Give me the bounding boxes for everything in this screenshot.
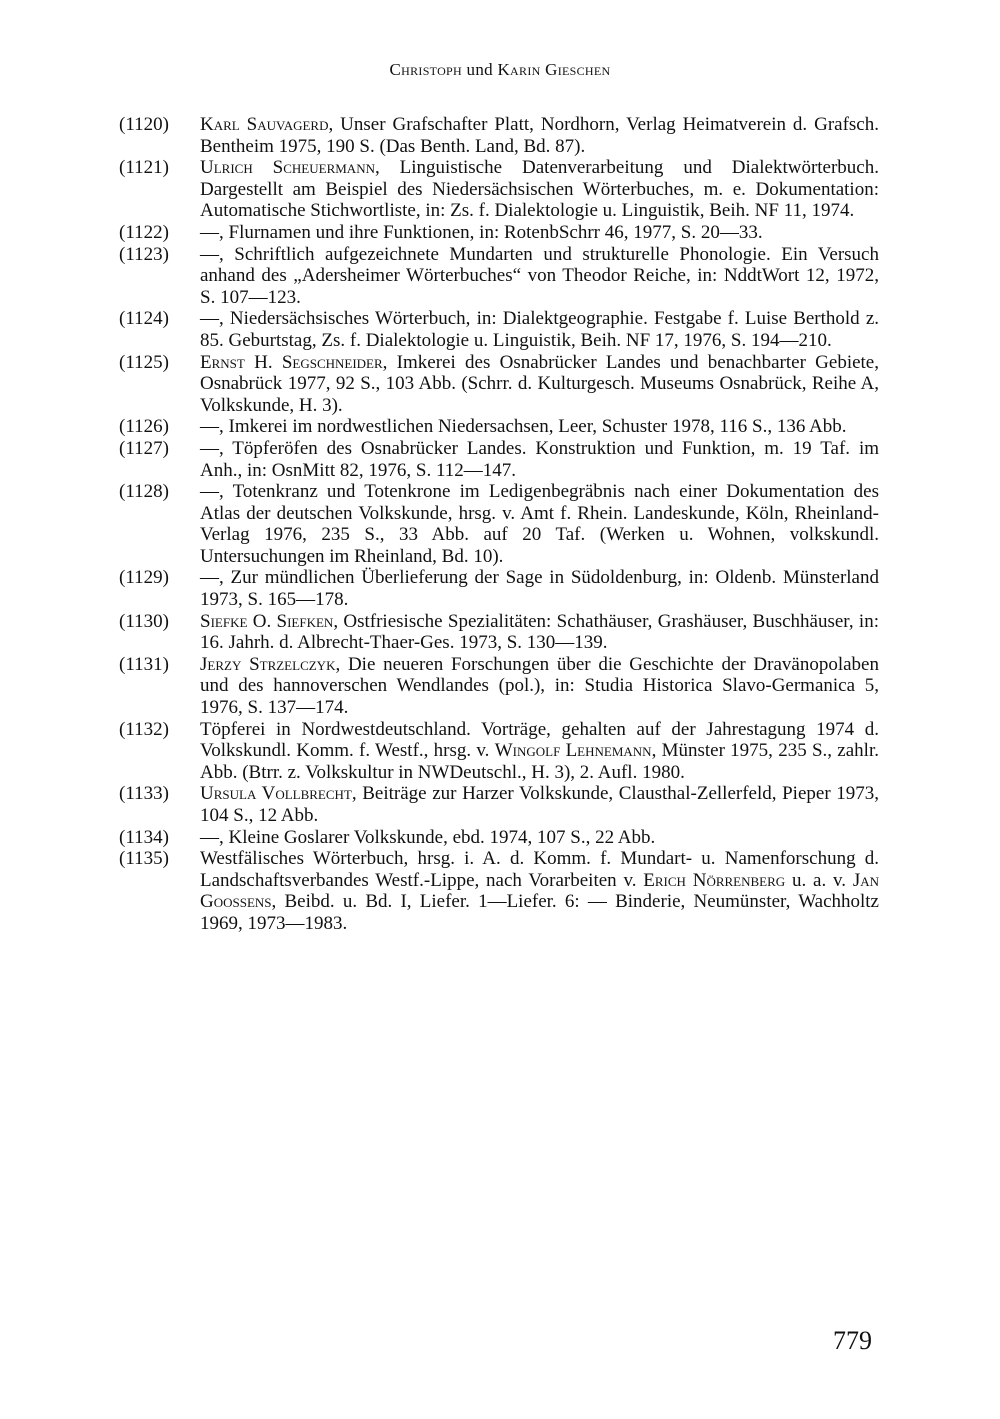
bib-entry-1134 [119,827,879,849]
entry-number: (1129) [119,567,169,589]
entry-text: , Beiträge zur Harzer Volkskunde, Clausthal-Zellerfeld, Pieper 1973, 104 S., 12 Abb. [200,783,880,826]
bib-entry-1129 [119,567,879,610]
bib-entry-1120 [119,114,879,157]
bib-entry-1131 [119,654,879,719]
entry-contributor: Erich Nörrenberg [643,869,786,891]
entry-text: —, Imkerei im nordwestlichen Niedersachsen, Leer, Schuster 1978, 116 S., 136 Abb. [200,416,847,438]
bib-entry-1126 [119,416,879,438]
entry-author: Ursula Vollbrecht [200,783,352,805]
entry-author: Karl Sauvagerd [200,114,329,135]
bib-entry-1122 [119,222,879,244]
bib-entry-1132 [119,719,879,784]
entry-text: , Imkerei des Osnabrücker Landes und benachbarter Gebiete, Osnabrück 1977, 92 S., 103 Abb. (Schrr. d. Kulturgesch. Museums Osnabrück, Reihe A, Volkskunde, H. 3). [200,351,879,416]
entry-text: —, Totenkranz und Totenkrone im Ledigenbegräbnis nach einer Dokumentation des Atlas der deutschen Volkskunde, hrsg. v. Amt f. Rhein. Landeskunde, Köln, Rheinland-Verlag 1976, 235 S., 33 Abb. auf 20 Taf. (Werken u. Wohnen, volkskundl. Untersuchungen im Rheinland, Bd. 10). [200,481,879,567]
entry-editor: Wingolf Lehnemann [494,740,652,762]
entry-text: —, Niedersächsisches Wörterbuch, in: Dialektgeographie. Festgabe f. Luise Berthold z. 85. Geburtstag, Zs. f. Dialektologie u. Linguistik, Beih. NF 17, 1976, S. 194—210. [200,308,879,351]
running-header [0,60,1000,80]
entry-text: —, Schriftlich aufgezeichnete Mundarten und strukturelle Phonologie. Ein Versuch anhand des „Adersheimer Wörterbuches“ von Theodor Reiche, in: NddtWort 12, 1972, S. 107—123. [200,243,879,308]
entry-number: (1127) [119,437,169,459]
entry-number: (1135) [119,848,169,870]
bib-entry-1135 [119,848,879,934]
entry-number: (1134) [119,826,169,848]
entry-number: (1130) [119,610,169,632]
entry-editor: Jan Goossens [200,869,879,913]
entry-text: —, Kleine Goslarer Volkskunde, ebd. 1974, 107 S., 22 Abb. [200,826,656,848]
entry-author: Ernst H. Segschneider [200,351,383,373]
entry-number: (1122) [119,221,169,243]
entry-text-end: , Beibd. u. Bd. I, Liefer. 1—Liefer. 6: — Binderie, Neumünster, Wachholtz 1969, 1973—1983. [200,891,879,934]
entry-author: Jerzy Strzelczyk [200,653,336,675]
entry-number: (1123) [119,243,169,265]
bib-entry-1127 [119,438,879,481]
bib-entry-1130 [119,611,879,654]
entry-text: , Die neueren Forschungen über die Geschichte der Dravänopolaben und des hannoverschen Wendlandes (pol.), in: Studia Historica Slavo-Germanica 5, 1976, S. 137—174. [200,653,879,719]
entry-number: (1125) [119,351,169,373]
entry-number: (1131) [119,653,169,675]
bib-entry-1133 [119,783,879,826]
bibliography-list [119,114,879,935]
bib-entry-1128 [119,481,879,567]
entry-text-continued: u. a. v. [785,869,853,891]
header-author-2: Karin Gieschen [497,60,611,79]
entry-text: —, Zur mündlichen Überlieferung der Sage in Südoldenburg, in: Oldenb. Münsterland 1973, S. 165—178. [200,567,879,611]
entry-number: (1126) [119,416,169,438]
entry-text: Töpferei in Nordwestdeutschland. Vorträge, gehalten auf der Jahrestagung 1974 d. Volkskundl. Komm. f. Westf., hrsg. v. [200,718,879,762]
entry-author: Siefke O. Siefken [200,610,334,632]
bib-entry-1123 [119,244,879,309]
entry-number: (1124) [119,308,169,330]
entry-number: (1120) [119,114,169,135]
header-author-1: Christoph [389,60,462,79]
header-joiner: und [461,60,498,79]
entry-text: —, Töpferöfen des Osnabrücker Landes. Konstruktion und Funktion, m. 19 Taf. im Anh., in: OsnMitt 82, 1976, S. 112—147. [200,437,879,481]
entry-number: (1121) [119,157,169,179]
entry-text: , Ostfriesische Spezialitäten: Schathäuser, Grashäuser, Buschhäuser, in: 16. Jahrh. d. Albrecht-Thaer-Ges. 1973, S. 130—139. [200,610,879,654]
entry-number: (1128) [119,481,169,503]
entry-text: —, Flurnamen und ihre Funktionen, in: RotenbSchrr 46, 1977, S. 20—33. [200,221,763,243]
page-number: 779 [833,1326,872,1355]
entry-number: (1132) [119,718,169,740]
entry-text-continued: , Münster 1975, 235 S., zahlr. Abb. (Btrr. z. Volkskultur in NWDeutschl., H. 3), 2. Aufl. 1980. [200,740,879,783]
entry-text: Westfälisches Wörterbuch, hrsg. i. A. d. Komm. f. Mundart- u. Namenforschung d. Landschaftsverbandes Westf.-Lippe, nach Vorarbeiten v. [200,848,879,891]
bib-entry-1124 [119,308,879,351]
entry-text: , Linguistische Datenverarbeitung und Dialektwörterbuch. Dargestellt am Beispiel des Niedersächsischen Wörterbuches, m. e. Dokumentation: Automatische Stichwortliste, in: Zs. f. Dialektologie u. Linguistik, Beih. NF 11, 1974. [200,157,879,222]
entry-number: (1133) [119,783,169,805]
entry-author: Ulrich Scheuermann [200,157,375,179]
bib-entry-1125 [119,352,879,417]
bib-entry-1121 [119,157,879,222]
entry-text: , Unser Grafschafter Platt, Nordhorn, Verlag Heimatverein d. Grafsch. Bentheim 1975, 190 S. (Das Benth. Land, Bd. 87). [200,114,879,157]
